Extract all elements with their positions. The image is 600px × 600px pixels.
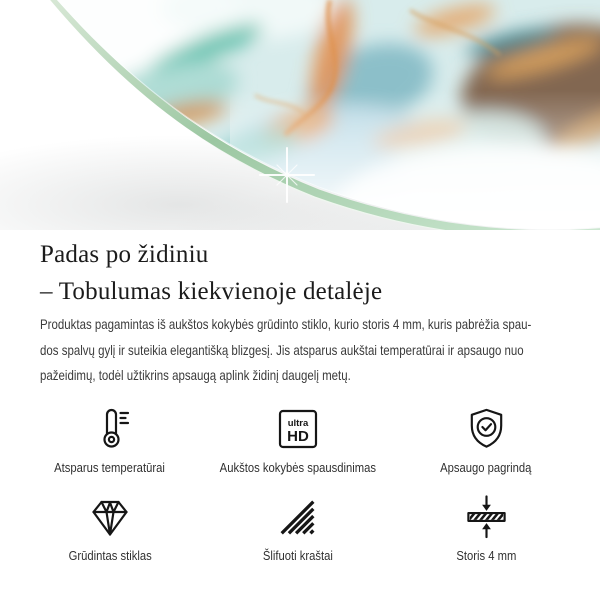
product-info-section bbox=[0, 236, 600, 563]
glass-disc-image bbox=[0, 0, 600, 230]
feature-label: Atsparus temperatūrai bbox=[54, 460, 166, 475]
features-grid bbox=[28, 403, 568, 563]
feature-label: Storis 4 mm bbox=[456, 548, 517, 563]
page-title bbox=[40, 236, 570, 310]
feature-tempered-glass bbox=[28, 491, 192, 563]
shield-check-icon bbox=[463, 403, 510, 455]
feature-label: Aukštos kokybės spausdinimas bbox=[219, 460, 377, 475]
thickness-icon bbox=[463, 491, 510, 543]
feature-protects-floor bbox=[404, 403, 568, 475]
product-photo bbox=[0, 0, 600, 230]
ultra-hd-icon bbox=[276, 403, 320, 455]
description-line: dos spalvų gylį ir suteikia elegantišką blizgesį. Jis atsparus aukštai temperatūrai ir apsaugo nuo bbox=[40, 341, 524, 358]
description-line: pažeidimų, todėl užtikrins apsaugą aplink židinį daugelį metų. bbox=[40, 367, 351, 383]
feature-label: Apsaugo pagrindą bbox=[440, 460, 532, 475]
product-description bbox=[40, 312, 579, 389]
feature-label: Grūdintas stiklas bbox=[68, 548, 152, 563]
feature-hd-print bbox=[192, 403, 405, 475]
feature-label: Šlifuoti kraštai bbox=[262, 548, 333, 563]
diamond-icon bbox=[86, 491, 134, 543]
feature-thickness bbox=[404, 491, 568, 563]
feature-heat-resistant bbox=[28, 403, 192, 475]
polished-edges-icon bbox=[275, 491, 321, 543]
feature-polished-edges bbox=[192, 491, 405, 563]
thermometer-icon bbox=[86, 403, 134, 455]
ultra-hd-icon-text-top: ultra bbox=[287, 417, 309, 429]
ultra-hd-icon-text-bottom: HD bbox=[287, 427, 309, 445]
description-line: Produktas pagamintas iš aukštos kokybės grūdinto stiklo, kurio storis 4 mm, kuris pabrėžia spau- bbox=[40, 316, 532, 332]
title-line-2: – Tobulumas kiekvienoje detalėje bbox=[40, 278, 383, 305]
title-line-1: Padas po židiniu bbox=[40, 241, 209, 268]
